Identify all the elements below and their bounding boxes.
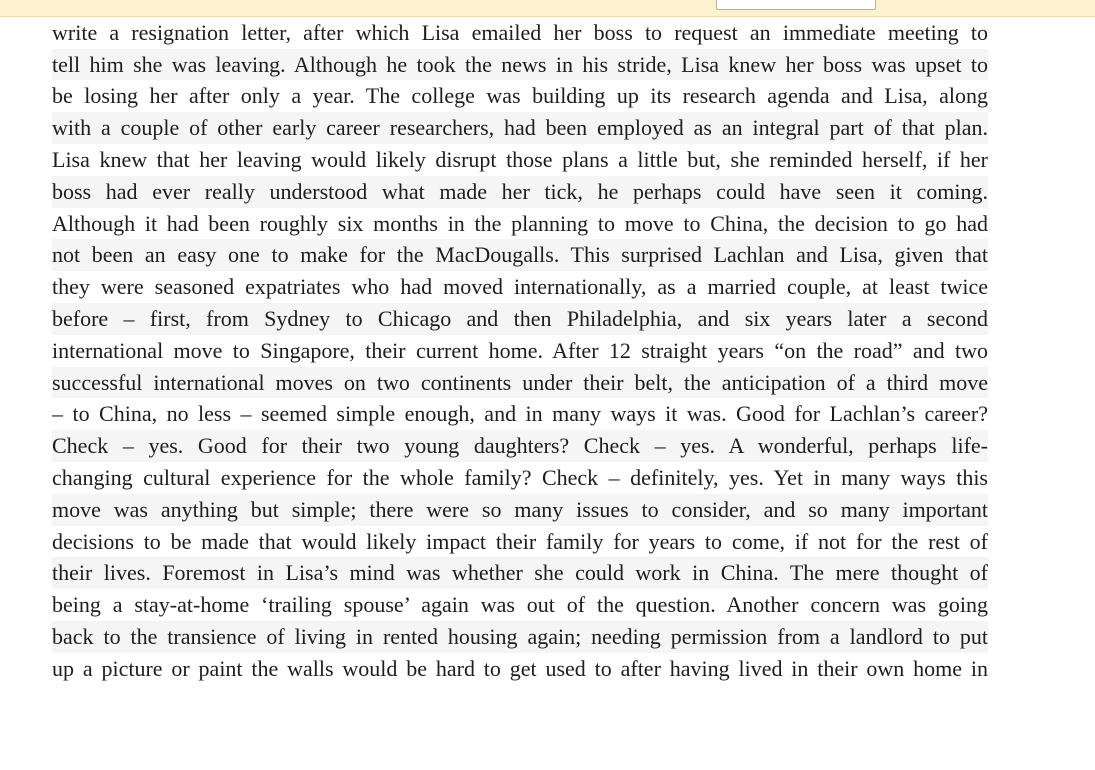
text-line: decisions to be made that would likely impact their family for years to come, if not for the rest of (52, 526, 988, 558)
text-line: move was anything but simple; there were so many issues to consider, and so many important (52, 494, 988, 526)
text-line: be losing her after only a year. The college was building up its research agenda and Lisa, along (52, 80, 988, 112)
text-line: international move to Singapore, their current home. After 12 straight years “on the road” and two (52, 335, 988, 367)
text-line: up a picture or paint the walls would be hard to get used to after having lived in their own home in (52, 653, 988, 685)
text-line: changing cultural experience for the whole family? Check – definitely, yes. Yet in many ways this (52, 462, 988, 494)
text-line: being a stay-at-home ‘trailing spouse’ again was out of the question. Another concern was going (52, 589, 988, 621)
notification-bar (0, 0, 1095, 17)
notification-field[interactable] (716, 0, 876, 10)
text-line: successful international moves on two continents under their belt, the anticipation of a third move (52, 367, 988, 399)
document-body (52, 0, 988, 685)
text-line: – to China, no less – seemed simple enough, and in many ways it was. Good for Lachlan’s career? (52, 398, 988, 430)
text-line: tell him she was leaving. Although he took the news in his stride, Lisa knew her boss was upset to (52, 49, 988, 81)
text-line: they were seasoned expatriates who had moved internationally, as a married couple, at least twice (52, 271, 988, 303)
text-line: boss had ever really understood what made her tick, he perhaps could have seen it coming. (52, 176, 988, 208)
text-line: back to the transience of living in rented housing again; needing permission from a landlord to put (52, 621, 988, 653)
text-line: Check – yes. Good for their two young daughters? Check – yes. A wonderful, perhaps life- (52, 430, 988, 462)
text-line: write a resignation letter, after which Lisa emailed her boss to request an immediate meeting to (52, 17, 988, 49)
text-line: Lisa knew that her leaving would likely disrupt those plans a little but, she reminded herself, if her (52, 144, 988, 176)
text-line: before – first, from Sydney to Chicago and then Philadelphia, and six years later a second (52, 303, 988, 335)
text-line: their lives. Foremost in Lisa’s mind was whether she could work in China. The mere thought of (52, 557, 988, 589)
text-line: with a couple of other early career researchers, had been employed as an integral part of that plan. (52, 112, 988, 144)
text-line: not been an easy one to make for the MacDougalls. This surprised Lachlan and Lisa, given that (52, 239, 988, 271)
text-line: Although it had been roughly six months in the planning to move to China, the decision to go had (52, 208, 988, 240)
